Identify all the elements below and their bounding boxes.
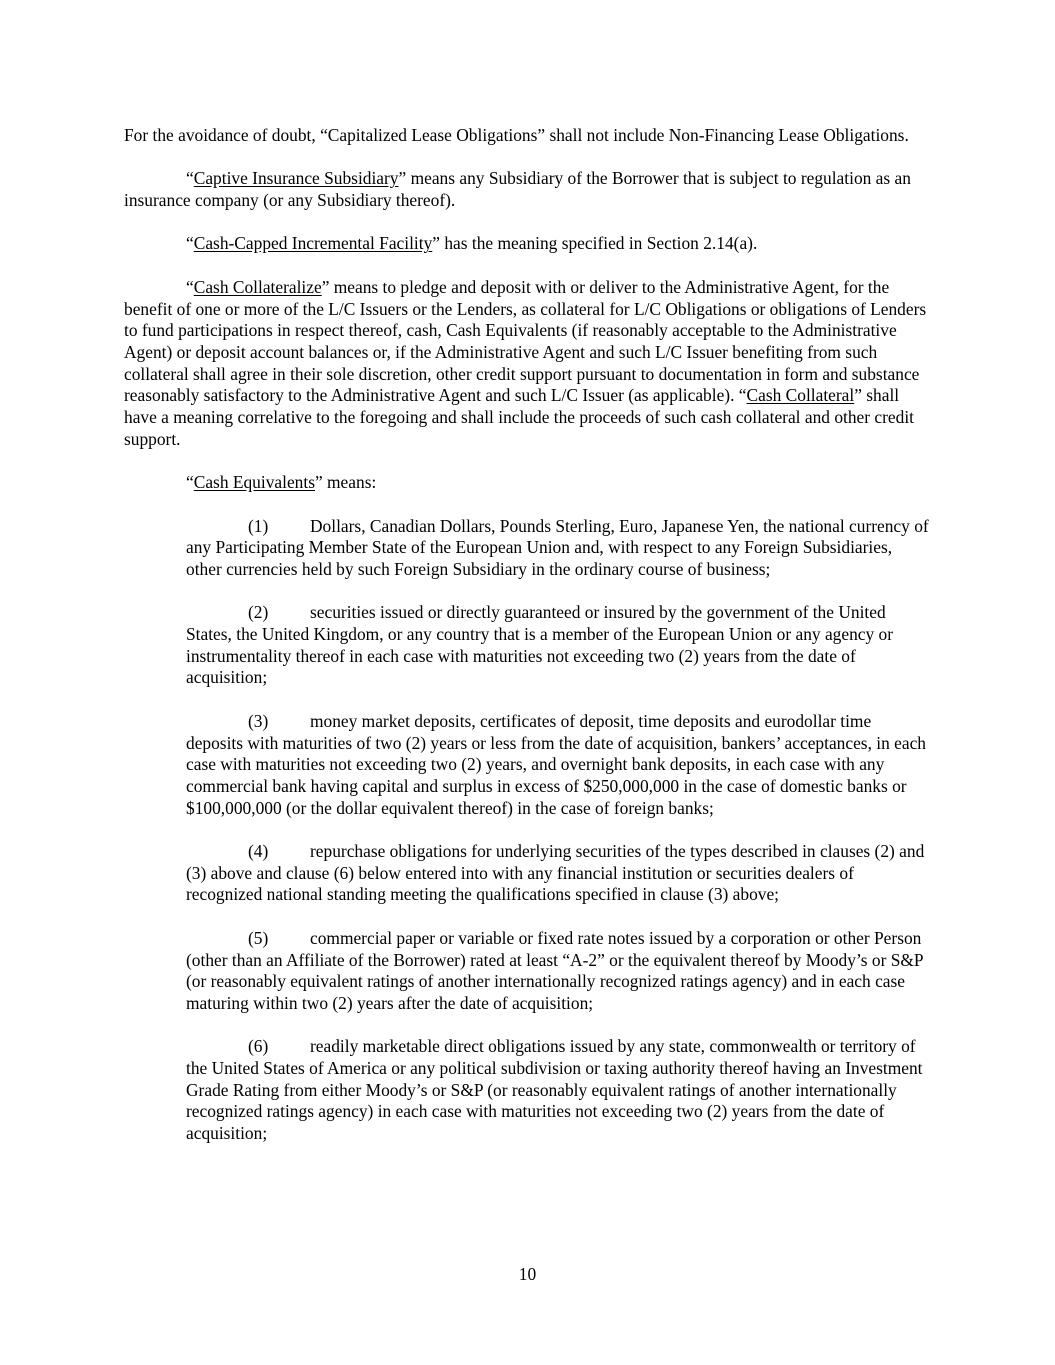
clause-number: (5)	[248, 927, 269, 948]
defined-term: Cash Collateralize	[193, 276, 322, 297]
clause-number: (6)	[248, 1036, 269, 1057]
clause-4	[186, 841, 932, 906]
defined-term: Cash-Capped Incremental Facility	[193, 233, 433, 254]
defined-term: Captive Insurance Subsidiary	[193, 168, 399, 189]
defined-term: Cash Collateral	[746, 385, 855, 406]
clause-number: (2)	[248, 602, 269, 623]
clause-text: securities issued or directly guaranteed or insured by the government of the United States, the United Kingdom, or any country that is a member of the European Union or any agency or instrumentality thereof in each case with maturities not exceeding two (2) years from the date of acquisition;	[186, 602, 894, 688]
clause-number: (4)	[248, 841, 269, 862]
clause-text: money market deposits, certificates of deposit, time deposits and eurodollar time deposits with maturities of two (2) years or less from the date of acquisition, bankers’ acceptances, in each case with maturities not exceeding two (2) years, and overnight bank deposits, in each case with any commercial bank having capital and surplus in excess of $250,000,000 in the case of domestic banks or $100,000,000 (or the dollar equivalent thereof) in the case of foreign banks;	[186, 710, 926, 818]
intro-paragraph: For the avoidance of doubt, “Capitalized Lease Obligations” shall not include Non-Financing Lease Obligations.	[124, 125, 909, 145]
clause-5	[186, 928, 932, 1015]
clause-3	[186, 711, 932, 820]
definition-cash-capped-incremental-facility: “Cash-Capped Incremental Facility” has the meaning specified in Section 2.14(a).	[186, 233, 758, 254]
clause-2	[186, 602, 932, 689]
clause-text: commercial paper or variable or fixed rate notes issued by a corporation or other Person (other than an Affiliate of the Borrower) rated at least “A-2” or the equivalent thereof by Moody’s or S&P (or reasonably equivalent ratings of another internationally recognized ratings agency) and in each case maturing within two (2) years after the date of acquisition;	[186, 927, 923, 1013]
clause-6	[186, 1036, 932, 1145]
clause-number: (3)	[248, 710, 269, 731]
defined-term: Cash Equivalents	[193, 472, 315, 493]
clause-text: repurchase obligations for underlying securities of the types described in clauses (2) and (3) above and clause (6) below entered into with any financial institution or securities dealers of recognized national standing meeting the qualifications specified in clause (3) above;	[186, 841, 925, 905]
document-page	[124, 125, 932, 1167]
clause-1	[186, 516, 932, 581]
definition-captive-insurance-subsidiary: “Captive Insurance Subsidiary” means any Subsidiary of the Borrower that is subject to regulation as an insurance company (or any Subsidiary thereof).	[124, 168, 911, 211]
clause-text: Dollars, Canadian Dollars, Pounds Sterling, Euro, Japanese Yen, the national currency of any Participating Member State of the European Union and, with respect to any Foreign Subsidiaries, other currencies held by such Foreign Subsidiary in the ordinary course of business;	[186, 515, 929, 579]
page-number: 10	[518, 1264, 537, 1284]
definition-cash-equivalents: “Cash Equivalents” means:	[186, 472, 377, 493]
clause-number: (1)	[248, 515, 269, 536]
definition-cash-collateralize: “Cash Collateralize” means to pledge and deposit with or deliver to the Administrative Agent, for the benefit of one or more of the L/C Issuers or the Lenders, as collateral for L/C Obligations or obligations of Lenders to fund participations in respect thereof, cash, Cash Equivalents (if reasonably acceptable to the Administrative Agent) or deposit account balances or, if the Administrative Agent and such L/C Issuer benefiting from such collateral shall agree in their sole discretion, other credit support pursuant to documentation in form and substance reasonably satisfactory to the Administrative Agent and such L/C Issuer (as applicable). “Cash Collateral” shall have a meaning correlative to the foregoing and shall include the proceeds of such cash collateral and other credit support.	[124, 276, 927, 449]
clause-text: readily marketable direct obligations issued by any state, commonwealth or territory of the United States of America or any political subdivision or taxing authority thereof having an Investment Grade Rating from either Moody’s or S&P (or reasonably equivalent ratings of another internationally recognized ratings agency) in each case with maturities not exceeding two (2) years from the date of acquisition;	[186, 1036, 923, 1144]
